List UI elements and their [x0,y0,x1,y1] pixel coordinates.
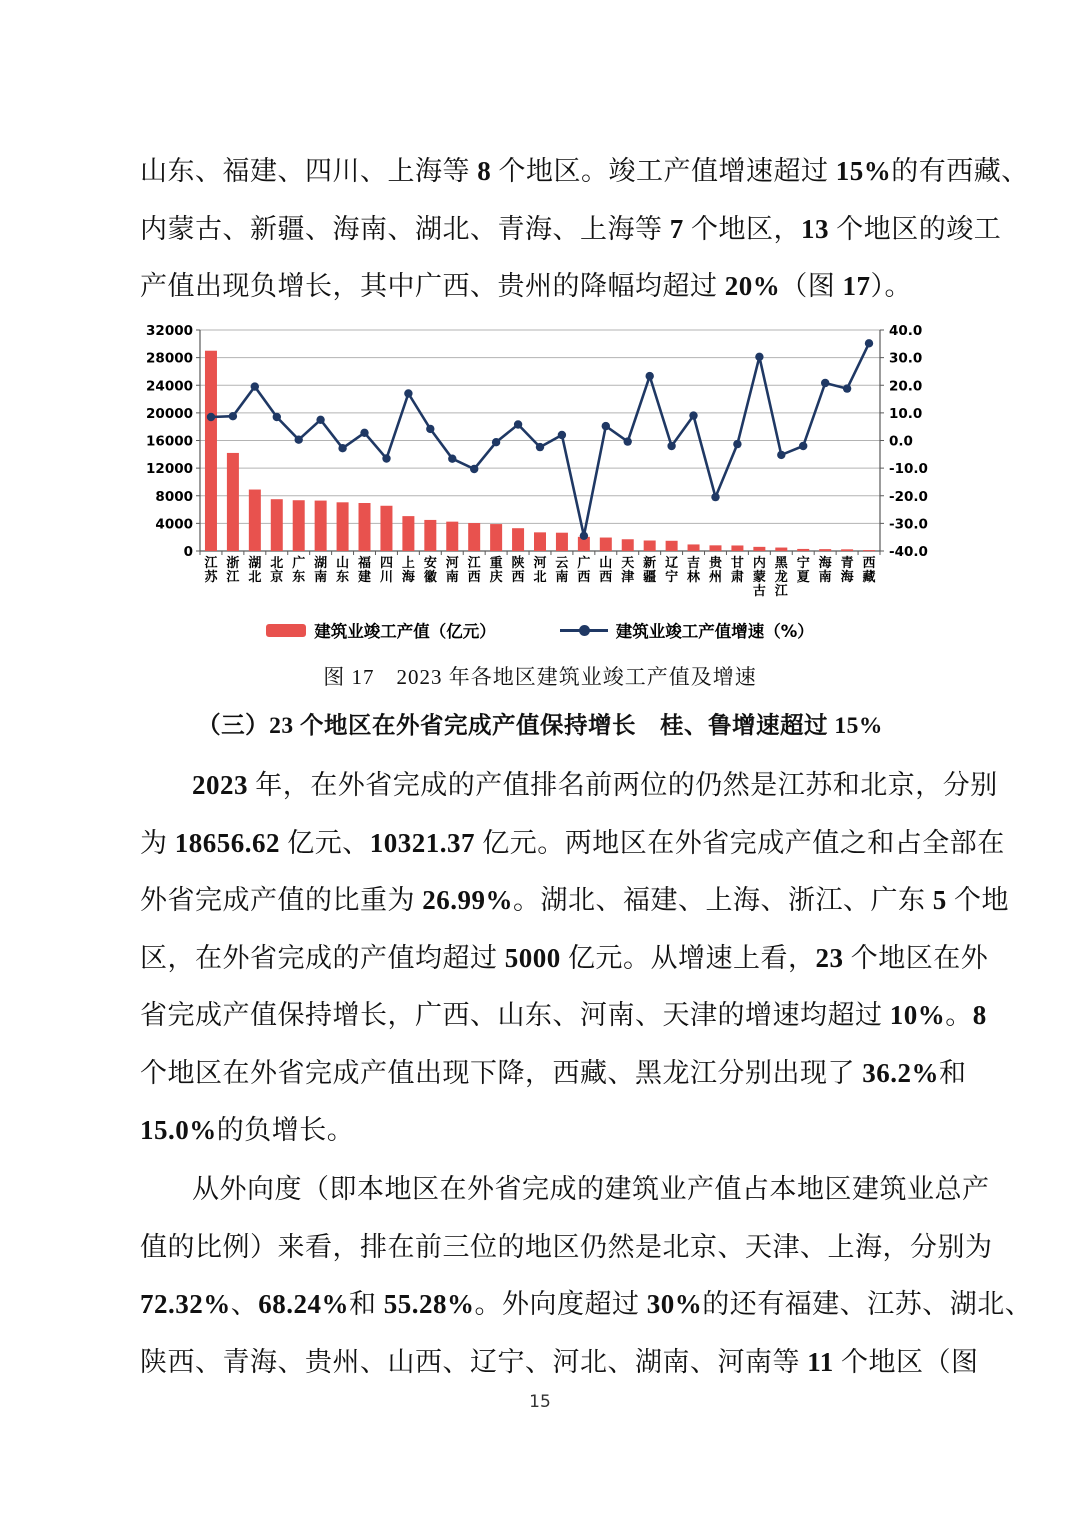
svg-text:28000: 28000 [146,350,193,367]
svg-text:黑龙江: 黑龙江 [774,556,788,599]
svg-text:广西: 广西 [577,556,591,585]
text-line: 从外向度（即本地区在外省完成的建筑业产值占本地区建筑业总产 [192,1174,990,1204]
svg-text:内蒙古: 内蒙古 [752,556,766,599]
svg-text:江西: 江西 [467,556,481,585]
svg-text:河南: 河南 [445,556,459,585]
paragraph-2 [140,1161,1033,1391]
text-line: 个地区在外省完成产值出现下降，西藏、黑龙江分别出现了 36.2%和 [140,1057,967,1088]
text-line: 山东、福建、四川、上海等 8 个地区。竣工产值增速超过 15%的有西藏、 [140,156,1029,186]
svg-text:海南: 海南 [818,556,832,585]
svg-text:上海: 上海 [401,556,415,585]
svg-text:20000: 20000 [146,405,193,422]
svg-text:4000: 4000 [155,516,193,533]
svg-text:甘肃: 甘肃 [730,556,744,585]
svg-text:8000: 8000 [155,488,193,505]
svg-text:广东: 广东 [292,556,306,585]
svg-text:西藏: 西藏 [862,556,876,585]
chart-legend [140,618,940,642]
svg-text:20.0: 20.0 [889,378,923,395]
svg-text:湖北: 湖北 [248,556,262,585]
svg-text:16000: 16000 [146,433,193,450]
intro-paragraph [140,143,1029,316]
svg-text:天津: 天津 [621,556,635,585]
line-marker-icon [579,625,590,636]
svg-text:宁夏: 宁夏 [796,556,810,585]
text-line: 产值出现负增长，其中广西、贵州的降幅均超过 20%（图 17）。 [140,271,912,301]
text-line: 72.32%、68.24%和 55.28%。外向度超过 30%的还有福建、江苏、湖北、 [140,1289,1033,1319]
page-number: 15 [529,1392,551,1412]
svg-text:重庆: 重庆 [489,556,503,585]
svg-text:北京: 北京 [270,556,284,585]
chart-figure-17 [138,318,948,618]
svg-text:-20.0: -20.0 [889,488,928,505]
text-line: 陕西、青海、贵州、山西、辽宁、河北、湖南、河南等 11 个地区（图 [140,1346,979,1377]
x-axis-labels [203,555,875,599]
svg-text:山西: 山西 [599,556,613,585]
svg-text:云南: 云南 [555,556,569,585]
text-line: 值的比例）来看，排在前三位的地区仍然是北京、天津、上海，分别为 [140,1231,993,1262]
svg-text:安徽: 安徽 [423,556,437,585]
svg-text:贵州: 贵州 [708,556,722,585]
svg-text:新疆: 新疆 [643,556,657,585]
text-line: 内蒙古、新疆、海南、湖北、青海、上海等 7 个地区，13 个地区的竣工 [140,213,1002,244]
svg-text:四川: 四川 [379,556,393,585]
legend-label-bar: 建筑业竣工产值（亿元） [314,622,496,641]
svg-text:吉林: 吉林 [687,556,701,585]
section-heading: （三）23 个地区在外省完成产值保持增长 桂、鲁增速超过 15% [197,713,883,739]
legend-item-bar [266,618,496,642]
svg-text:河北: 河北 [533,556,547,585]
svg-text:陕西: 陕西 [511,556,525,585]
text-line: 15.0%的负增长。 [140,1115,355,1145]
svg-text:江苏: 江苏 [204,556,218,585]
legend-label-line: 建筑业竣工产值增速（%） [615,622,814,641]
svg-text:-10.0: -10.0 [889,461,928,478]
line-series [207,339,873,540]
text-line: 区，在外省完成的产值均超过 5000 亿元。从增速上看，23 个地区在外 [140,942,989,973]
svg-text:湖南: 湖南 [314,556,328,585]
svg-text:30.0: 30.0 [889,350,923,367]
text-line: 2023 年，在外省完成的产值排名前两位的仍然是江苏和北京，分别 [192,770,998,800]
svg-text:-30.0: -30.0 [889,516,928,533]
svg-text:32000: 32000 [146,323,193,339]
figure-caption: 图 17 2023 年各地区建筑业竣工产值及增速 [323,665,757,689]
bar-series-swatch [266,624,306,637]
text-line: 外省完成产值的比重为 26.99%。湖北、福建、上海、浙江、广东 5 个地 [140,885,1009,915]
paragraph-1 [140,757,1009,1160]
bar-line-chart [138,318,948,618]
legend-item-line [560,618,814,642]
svg-text:-40.0: -40.0 [889,544,928,560]
svg-text:山东: 山东 [336,556,350,585]
text-line: 省完成产值保持增长，广西、山东、河南、天津的增速均超过 10%。8 [140,1000,987,1030]
svg-text:12000: 12000 [146,461,193,478]
gridlines [146,323,928,560]
svg-text:辽宁: 辽宁 [665,556,679,585]
svg-text:浙江: 浙江 [226,556,240,585]
line-series-swatch [560,624,608,636]
svg-text:0: 0 [183,544,193,560]
svg-text:10.0: 10.0 [889,405,923,422]
svg-text:青海: 青海 [840,556,854,585]
svg-text:40.0: 40.0 [889,323,923,339]
svg-text:0.0: 0.0 [889,433,913,450]
svg-text:24000: 24000 [146,378,193,395]
text-line: 为 18656.62 亿元、10321.37 亿元。两地区在外省完成产值之和占全部在 [140,827,1005,858]
svg-text:福建: 福建 [358,556,372,585]
